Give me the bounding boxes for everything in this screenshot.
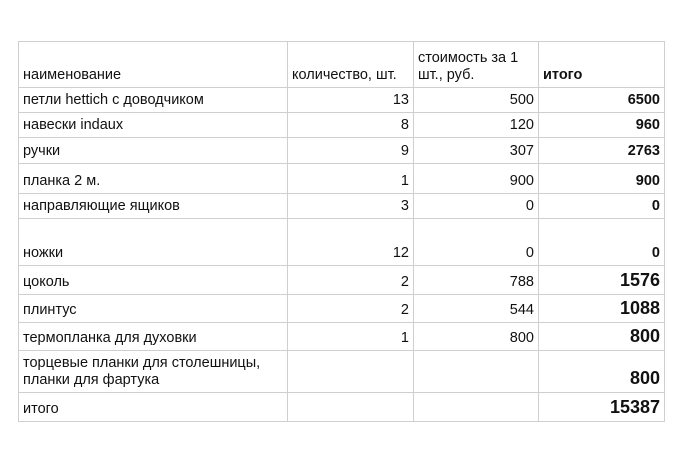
item-total-cell[interactable]: 960 <box>539 113 665 138</box>
item-qty-cell[interactable]: 2 <box>288 295 414 323</box>
item-total-cell[interactable]: 800 <box>539 351 665 393</box>
header-row <box>19 42 665 88</box>
item-price-cell[interactable]: 0 <box>414 194 539 219</box>
header-name-cell[interactable]: наименование <box>19 42 288 88</box>
item-name-cell[interactable]: навески indaux <box>19 113 288 138</box>
item-price-cell[interactable]: 800 <box>414 323 539 351</box>
table-row <box>19 323 665 351</box>
table-row <box>19 164 665 194</box>
item-price-cell[interactable]: 900 <box>414 164 539 194</box>
item-name-cell[interactable]: петли hettich с доводчиком <box>19 88 288 113</box>
item-qty-cell[interactable]: 1 <box>288 323 414 351</box>
footer-empty-cell[interactable] <box>288 393 414 422</box>
item-price-cell[interactable] <box>414 351 539 393</box>
grand-total-cell[interactable]: 15387 <box>539 393 665 422</box>
item-name-cell[interactable]: ножки <box>19 219 288 266</box>
footer-label-cell[interactable]: итого <box>19 393 288 422</box>
item-qty-cell[interactable]: 13 <box>288 88 414 113</box>
item-total-cell[interactable]: 0 <box>539 219 665 266</box>
header-qty-cell[interactable]: количество, шт. <box>288 42 414 88</box>
item-total-cell[interactable]: 0 <box>539 194 665 219</box>
table-row <box>19 266 665 295</box>
item-total-cell[interactable]: 900 <box>539 164 665 194</box>
item-total-cell[interactable]: 2763 <box>539 138 665 164</box>
item-qty-cell[interactable] <box>288 351 414 393</box>
item-name-cell[interactable]: направляющие ящиков <box>19 194 288 219</box>
item-qty-cell[interactable]: 9 <box>288 138 414 164</box>
footer-empty-cell[interactable] <box>414 393 539 422</box>
item-name-cell[interactable]: торцевые планки для столешницы, планки для фартука <box>19 351 288 393</box>
header-total-cell[interactable]: итого <box>539 42 665 88</box>
item-name-cell[interactable]: цоколь <box>19 266 288 295</box>
footer-row <box>19 393 665 422</box>
item-name-cell[interactable]: ручки <box>19 138 288 164</box>
item-qty-cell[interactable]: 8 <box>288 113 414 138</box>
item-price-cell[interactable]: 120 <box>414 113 539 138</box>
item-total-cell[interactable]: 1576 <box>539 266 665 295</box>
estimate-table <box>18 41 665 422</box>
table-row <box>19 295 665 323</box>
item-name-cell[interactable]: термопланка для духовки <box>19 323 288 351</box>
header-price-cell[interactable]: стоимость за 1 шт., руб. <box>414 42 539 88</box>
item-price-cell[interactable]: 307 <box>414 138 539 164</box>
item-price-cell[interactable]: 0 <box>414 219 539 266</box>
table-row <box>19 351 665 393</box>
item-name-cell[interactable]: планка 2 м. <box>19 164 288 194</box>
item-total-cell[interactable]: 800 <box>539 323 665 351</box>
item-qty-cell[interactable]: 2 <box>288 266 414 295</box>
item-price-cell[interactable]: 500 <box>414 88 539 113</box>
item-qty-cell[interactable]: 3 <box>288 194 414 219</box>
item-name-cell[interactable]: плинтус <box>19 295 288 323</box>
table-row <box>19 138 665 164</box>
item-total-cell[interactable]: 1088 <box>539 295 665 323</box>
table-row <box>19 88 665 113</box>
item-total-cell[interactable]: 6500 <box>539 88 665 113</box>
table-row <box>19 219 665 266</box>
item-price-cell[interactable]: 544 <box>414 295 539 323</box>
item-qty-cell[interactable]: 1 <box>288 164 414 194</box>
item-price-cell[interactable]: 788 <box>414 266 539 295</box>
table-row <box>19 194 665 219</box>
table-row <box>19 113 665 138</box>
item-qty-cell[interactable]: 12 <box>288 219 414 266</box>
